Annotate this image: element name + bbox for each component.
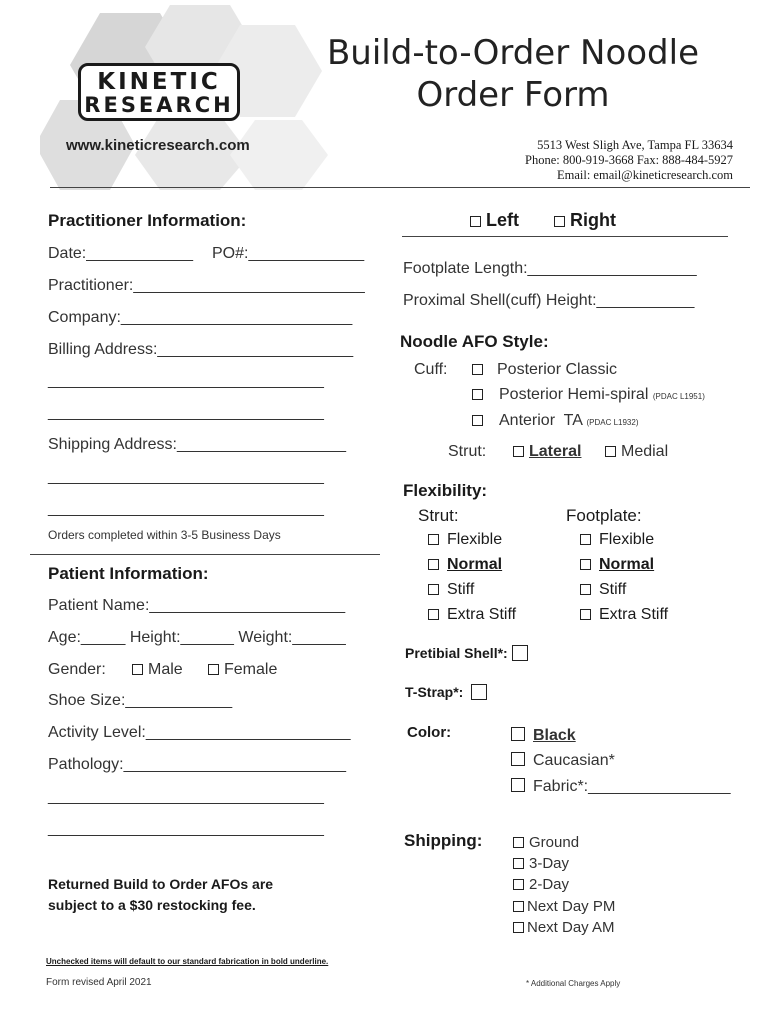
footplate-normal-checkbox[interactable]: [580, 559, 591, 570]
shipping-next-day-am-option[interactable]: [513, 919, 615, 936]
three-day-label: 3-Day: [529, 855, 570, 872]
strut-flexible-label: Flexible: [447, 531, 503, 548]
ground-label: Ground: [529, 834, 580, 851]
footplate-stiff-checkbox[interactable]: [580, 584, 591, 595]
shipping-next-day-pm-option[interactable]: [513, 898, 615, 915]
form-title-line2: Order Form: [416, 75, 610, 115]
strut-normal-option[interactable]: [428, 556, 502, 574]
lateral-checkbox[interactable]: [513, 446, 524, 457]
flex-footplate-label: Footplate:: [566, 506, 642, 525]
strut-flexible-checkbox[interactable]: [428, 534, 439, 545]
color-caucasian-option[interactable]: [511, 752, 615, 770]
strut-stiff-label: Stiff: [447, 581, 475, 598]
next-day-pm-checkbox[interactable]: [513, 901, 524, 912]
strut-flexible-option[interactable]: [428, 531, 502, 549]
header-divider: [50, 187, 750, 188]
footplate-stiff-option[interactable]: [580, 581, 626, 599]
hemi-spiral-label: Posterior Hemi-spiral: [499, 386, 649, 403]
restocking-note-line2: subject to a $30 restocking fee.: [48, 897, 256, 913]
company-address: 5513 West Sligh Ave, Tampa FL 33634: [537, 138, 733, 152]
anterior-ta-label: Anterior TA: [499, 412, 582, 429]
activity-level-field[interactable]: Activity Level:_______________________: [48, 724, 351, 741]
shipping-3day-option[interactable]: [513, 855, 569, 872]
company-email: Email: email@kineticresearch.com: [556, 168, 733, 182]
shoe-size-field[interactable]: Shoe Size:____________: [48, 692, 233, 709]
kinetic-research-logo: [78, 63, 240, 121]
practitioner-divider: [30, 554, 380, 555]
color-heading: Color:: [407, 724, 452, 741]
footplate-extra-stiff-checkbox[interactable]: [580, 609, 591, 620]
flexibility-heading: Flexibility:: [403, 481, 488, 500]
pathology-line2[interactable]: _______________________________: [48, 788, 324, 805]
medial-checkbox[interactable]: [605, 446, 616, 457]
practitioner-heading: Practitioner Information:: [48, 211, 247, 230]
left-option[interactable]: [470, 210, 519, 231]
lateral-label: Lateral: [529, 443, 582, 460]
male-label: Male: [148, 661, 183, 678]
t-strap-option[interactable]: [405, 684, 492, 700]
footplate-extra-stiff-option[interactable]: [580, 606, 668, 624]
right-label: Right: [570, 210, 616, 230]
black-checkbox[interactable]: [511, 727, 525, 741]
date-field[interactable]: Date:____________: [48, 245, 194, 262]
caucasian-checkbox[interactable]: [511, 752, 525, 766]
medial-label: Medial: [621, 443, 669, 460]
patient-name-field[interactable]: Patient Name:______________________: [48, 597, 346, 614]
two-day-label: 2-Day: [529, 876, 570, 893]
two-day-checkbox[interactable]: [513, 879, 524, 890]
po-field[interactable]: PO#:_____________: [212, 245, 365, 262]
pdac-l1932: (PDAC L1932): [586, 418, 639, 427]
cuff-anterior-ta[interactable]: [472, 412, 638, 430]
side-divider: [402, 236, 728, 237]
right-checkbox[interactable]: [554, 216, 565, 227]
left-label: Left: [486, 210, 519, 230]
default-fabrication-note: Unchecked items will default to our standard fabrication in bold underline.: [46, 957, 329, 966]
shipping-2day-option[interactable]: [513, 876, 569, 893]
black-label: Black: [533, 727, 576, 744]
hemi-spiral-checkbox[interactable]: [472, 389, 483, 400]
pretibial-shell-checkbox[interactable]: [512, 645, 528, 661]
pdac-l1951: (PDAC L1951): [652, 392, 705, 401]
female-label: Female: [224, 661, 278, 678]
restocking-note-line1: Returned Build to Order AFOs are: [48, 876, 274, 892]
three-day-checkbox[interactable]: [513, 858, 524, 869]
color-fabric-option[interactable]: [511, 778, 731, 796]
caucasian-label: Caucasian*: [533, 752, 615, 769]
flex-strut-label: Strut:: [418, 506, 459, 525]
footplate-normal-label: Normal: [599, 556, 655, 573]
pretibial-shell-label: Pretibial Shell*:: [405, 645, 508, 661]
female-checkbox[interactable]: [208, 664, 219, 675]
footplate-flexible-label: Flexible: [599, 531, 655, 548]
color-black-option[interactable]: [511, 727, 576, 745]
cuff-posterior-classic[interactable]: [472, 361, 617, 379]
gender-male-option[interactable]: [132, 661, 183, 679]
posterior-classic-checkbox[interactable]: [472, 364, 483, 375]
pathology-line3[interactable]: _______________________________: [48, 820, 324, 837]
posterior-classic-label: Posterior Classic: [497, 361, 618, 378]
footplate-normal-option[interactable]: [580, 556, 654, 574]
shipping-address-field[interactable]: Shipping Address:___________________: [48, 436, 347, 453]
next-day-am-label: Next Day AM: [527, 919, 615, 936]
form-title-line1: Build-to-Order Noodle: [326, 33, 699, 73]
strut-stiff-option[interactable]: [428, 581, 474, 599]
footplate-stiff-label: Stiff: [599, 581, 627, 598]
strut-extra-stiff-option[interactable]: [428, 606, 516, 624]
company-phone-fax: Phone: 800-919-3668 Fax: 888-484-5927: [525, 153, 733, 167]
footplate-flexible-checkbox[interactable]: [580, 534, 591, 545]
strut-normal-checkbox[interactable]: [428, 559, 439, 570]
strut-label: Strut:: [448, 443, 487, 460]
pretibial-shell-option[interactable]: [405, 645, 533, 661]
strut-extra-stiff-label: Extra Stiff: [447, 606, 517, 623]
website-link[interactable]: www.kineticresearch.com: [66, 137, 250, 154]
fabric-field[interactable]: Fabric*:________________: [533, 778, 731, 795]
footplate-extra-stiff-label: Extra Stiff: [599, 606, 669, 623]
proximal-shell-height-field[interactable]: Proximal Shell(cuff) Height:___________: [403, 292, 695, 309]
shipping-ground-option[interactable]: [513, 834, 579, 851]
logo-line1: KINETIC: [97, 69, 221, 95]
patient-heading: Patient Information:: [48, 564, 209, 583]
shipping-address-line2[interactable]: _______________________________: [48, 468, 324, 485]
strut-medial-option[interactable]: [605, 443, 668, 461]
ground-checkbox[interactable]: [513, 837, 524, 848]
afo-style-heading: Noodle AFO Style:: [400, 332, 549, 351]
billing-address-line2[interactable]: _______________________________: [48, 372, 324, 389]
left-checkbox[interactable]: [470, 216, 481, 227]
strut-lateral-option[interactable]: [513, 443, 581, 461]
cuff-label: Cuff:: [414, 361, 448, 378]
gender-label: Gender:: [48, 661, 106, 678]
strut-stiff-checkbox[interactable]: [428, 584, 439, 595]
form-revised-note: Form revised April 2021: [46, 977, 152, 988]
anterior-ta-checkbox[interactable]: [472, 415, 483, 426]
right-option[interactable]: [554, 210, 616, 231]
age-height-weight-field[interactable]: Age:_____ Height:______ Weight:______: [48, 629, 346, 646]
footplate-length-field[interactable]: Footplate Length:___________________: [403, 260, 697, 277]
strut-normal-label: Normal: [447, 556, 503, 573]
t-strap-label: T-Strap*:: [405, 684, 464, 700]
company-field[interactable]: Company:__________________________: [48, 309, 353, 326]
strut-extra-stiff-checkbox[interactable]: [428, 609, 439, 620]
additional-charges-note: * Additional Charges Apply: [526, 979, 621, 988]
male-checkbox[interactable]: [132, 664, 143, 675]
shipping-address-line3[interactable]: _______________________________: [48, 500, 324, 517]
billing-address-field[interactable]: Billing Address:______________________: [48, 341, 354, 358]
pathology-field[interactable]: Pathology:_________________________: [48, 756, 347, 773]
logo-line2: RESEARCH: [84, 93, 234, 117]
gender-female-option[interactable]: [208, 661, 277, 679]
shipping-method-heading: Shipping:: [404, 831, 483, 850]
fabric-checkbox[interactable]: [511, 778, 525, 792]
billing-address-line3[interactable]: _______________________________: [48, 404, 324, 421]
footplate-flexible-option[interactable]: [580, 531, 654, 549]
t-strap-checkbox[interactable]: [471, 684, 487, 700]
practitioner-field[interactable]: Practitioner:__________________________: [48, 277, 365, 294]
business-days-note: Orders completed within 3-5 Business Days: [48, 528, 281, 542]
next-day-pm-label: Next Day PM: [527, 898, 616, 915]
next-day-am-checkbox[interactable]: [513, 922, 524, 933]
cuff-posterior-hemi-spiral[interactable]: [472, 386, 705, 404]
